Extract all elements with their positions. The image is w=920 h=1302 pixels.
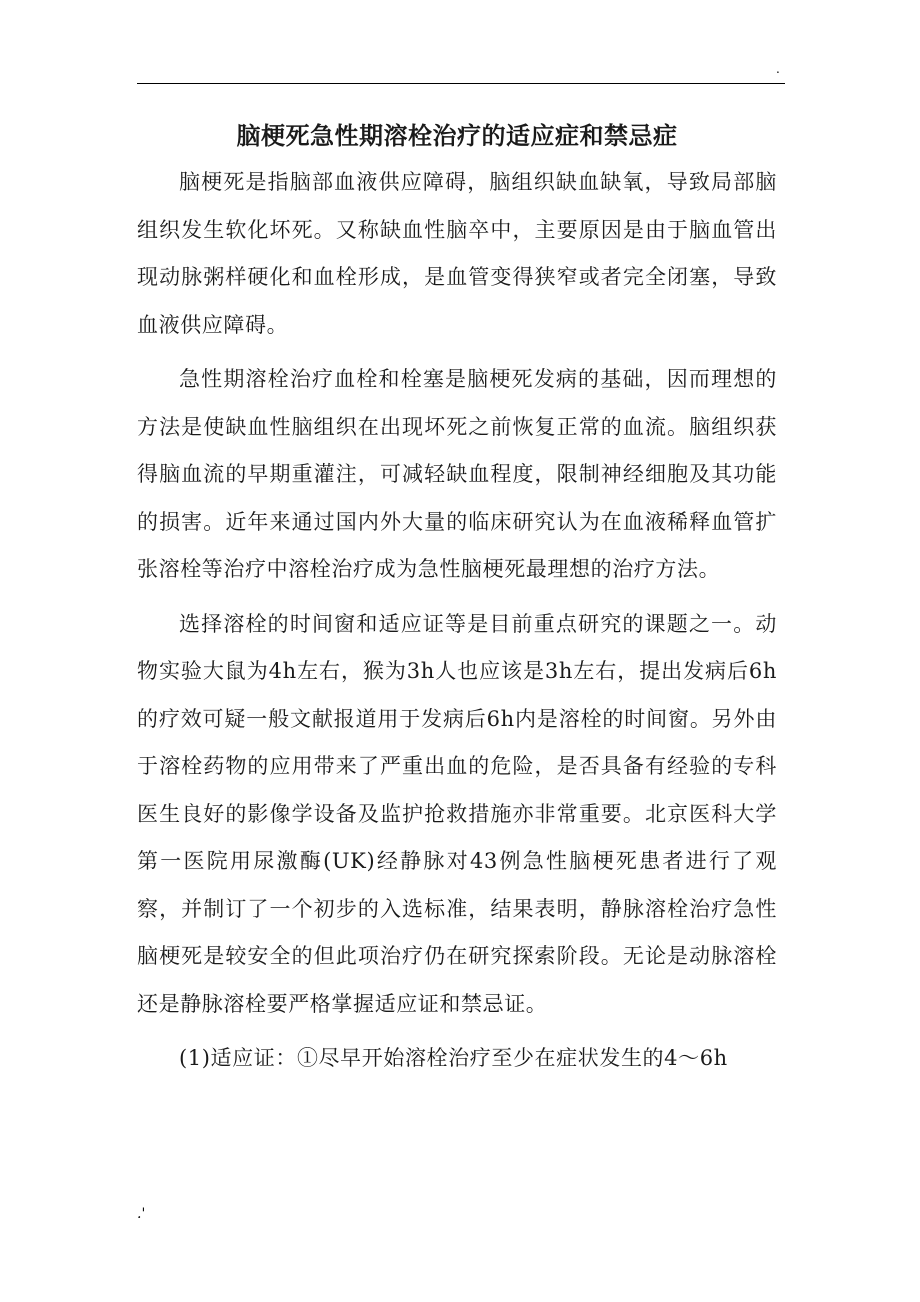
document-title: 脑梗死急性期溶栓治疗的适应症和禁忌症: [236, 121, 678, 150]
paragraph-indications: (1)适应证：①尽早开始溶栓治疗至少在症状发生的4～6h: [179, 1046, 728, 1070]
header-mark: .: [776, 62, 780, 76]
paragraph-acute-thrombolysis: 急性期溶栓治疗血栓和栓塞是脑梗死发病的基础，因而理想的方法是使缺血性脑组织在出现坏死之前恢复正常的血流。脑组织获得脑血流的早期重灌注，可减轻缺血程度，限制神经细胞及其功能的损害。近年来通过国内外大量的临床研究认为在血液稀释血管扩张溶栓等治疗中溶栓治疗成为急性脑梗死最理想的治疗方法。: [137, 367, 777, 581]
paragraph-time-window: 选择溶栓的时间窗和适应证等是目前重点研究的课题之一。动物实验大鼠为4h左右，猴为3h人也应该是3h左右，提出发病后6h的疗效可疑一般文献报道用于发病后6h内是溶栓的时间窗。另外由于溶栓药物的应用带来了严重出血的危险，是否具备有经验的专科医生良好的影像学设备及监护抢救措施亦非常重要。北京医科大学第一医院用尿激酶(UK)经静脉对43例急性脑梗死患者进行了观察，并制订了一个初步的入选标准，结果表明，静脉溶栓治疗急性脑梗死是较安全的但此项治疗仍在研究探索阶段。无论是动脉溶栓还是静脉溶栓要严格掌握适应证和禁忌证。: [137, 611, 777, 1016]
paragraph-definition: 脑梗死是指脑部血液供应障碍，脑组织缺血缺氧，导致局部脑组织发生软化坏死。又称缺血性脑卒中，主要原因是由于脑血管出现动脉粥样硬化和血栓形成，是血管变得狭窄或者完全闭塞，导致血液供应障碍。: [137, 170, 777, 337]
document-body: [137, 113, 777, 1090]
header-divider: [137, 83, 785, 84]
footer-mark: .': [137, 1206, 146, 1222]
